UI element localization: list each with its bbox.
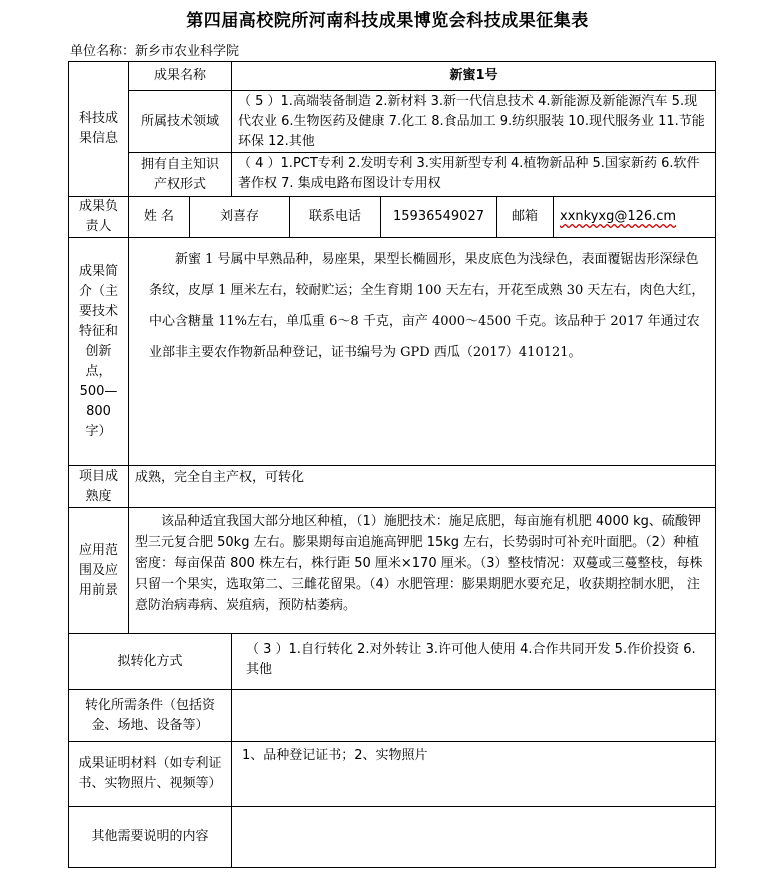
- maturity-label: 项目成熟度: [79, 468, 119, 504]
- achievement-name-value: 新蜜1号: [449, 68, 498, 83]
- transfer-label-cell: [68, 633, 232, 690]
- phone-value: 15936549027: [393, 209, 484, 224]
- other-cell: [231, 806, 716, 868]
- tech-field-cell: [231, 90, 716, 153]
- proof-cell: [231, 741, 716, 807]
- email-label: 邮箱: [511, 209, 538, 224]
- maturity-cell: [128, 465, 716, 508]
- ip-cell: [231, 152, 716, 197]
- name-label-cell: [128, 196, 190, 238]
- maturity-text: 成熟，完全自主产权，可转化: [135, 470, 305, 485]
- proof-label: 成果证明材料（如专利证书、实物照片、视频等）: [78, 756, 222, 791]
- phone-label-cell: [289, 196, 381, 238]
- email-value-cell: [553, 196, 716, 238]
- intro-cell: [128, 237, 716, 466]
- name-value-cell: [189, 196, 290, 238]
- name-label: 姓 名: [143, 209, 175, 224]
- person-section-label: 成果负责人: [79, 199, 119, 234]
- section-info-text: 科技成果信息: [78, 111, 118, 146]
- intro-label-cell: [68, 237, 129, 466]
- phone-label: 联系电话: [308, 209, 361, 224]
- other-label: 其他需要说明的内容: [91, 829, 209, 844]
- transfer-cell: [231, 633, 716, 690]
- tech-field-label-cell: [128, 90, 232, 153]
- achievement-name-value-cell: [231, 61, 716, 91]
- form-title: 第四届高校院所河南科技成果博览会科技成果征集表: [186, 11, 589, 31]
- proof-text: 1、品种登记证书；2、实物照片: [242, 748, 428, 763]
- transfer-text: （ 3 ）1.自行转化 2.对外转让 3.许可他人使用 4.合作共同开发 5.作价投资 6.其他: [246, 642, 696, 677]
- application-label-cell: [68, 507, 129, 634]
- application-cell: [128, 507, 716, 634]
- ip-label-cell: [128, 152, 232, 197]
- other-label-cell: [68, 806, 232, 868]
- application-label: 应用范围及应用前景: [78, 542, 118, 598]
- person-section-label-cell: [68, 196, 129, 238]
- email-label-cell: [496, 196, 554, 238]
- section-info-label: [68, 61, 129, 197]
- email-value: xxnkyxg@126.cm: [560, 209, 677, 224]
- conditions-label: 转化所需条件（包括资金、场地、设备等）: [84, 697, 215, 733]
- application-text: 该品种适宜我国大部分地区种植，（1）施肥技术：施足底肥，每亩施有机肥 4000 kg、硫酸钾型三元复合肥 50kg 左右。膨果期每亩追施高钾肥 15kg 左右，长势弱时可补充叶面肥。（2）种植密度：每亩保苗 800 株左右，株行距 50 厘米×170 厘米。（3）整枝情况：双蔓或三蔓整枝，每株只留一个果实，选取第二、三雌花留果。（4）水肥管理：膨果期肥水要充足，收获期控制水肥， 注意防治病毒病、炭疽病，预防枯萎病。: [135, 514, 703, 613]
- transfer-label: 拟转化方式: [117, 653, 183, 669]
- unit-name: 单位名称：新乡市农业科学院: [70, 44, 240, 59]
- phone-value-cell: [380, 196, 497, 238]
- tech-field-label: 所属技术领域: [140, 113, 219, 129]
- intro-text: 新蜜 1 号属中早熟品种，易座果，果型长椭圆形，果皮底色为浅绿色，表面覆锯齿形深绿色条纹，皮厚 1 厘米左右，较耐贮运；全生育期 100 天左右，开花至成熟 30 天左右，肉色大红，中心含糖量 11%左右，单瓜重 6～8 千克，亩产 4000～4500 千克。该品种于 2017 年通过农业部非主要农作物新品种登记，证书编号为 GPD 西瓜（2017）410121。: [149, 252, 705, 360]
- tech-field-text: （ 5 ）1.高端装备制造 2.新材料 3.新一代信息技术 4.新能源及新能源汽车 5.现代农业 6.生物医药及健康 7.化工 8.食品加工 9.纺织服装 10.现代服务业 11.节能环保 12.其他: [238, 94, 705, 149]
- achievement-name-label-cell: [128, 61, 232, 91]
- ip-label: 拥有自主知识产权形式: [140, 156, 219, 192]
- name-value: 刘喜存: [219, 209, 259, 224]
- proof-label-cell: [68, 741, 232, 807]
- maturity-label-cell: [68, 465, 129, 508]
- conditions-cell: [231, 689, 716, 742]
- conditions-label-cell: [68, 689, 232, 742]
- achievement-name-label: 成果名称: [153, 68, 206, 83]
- ip-text: （ 4 ）1.PCT专利 2.发明专利 3.实用新型专利 4.植物新品种 5.国家新药 6.软件著作权 7. 集成电路布图设计专用权: [238, 156, 700, 191]
- intro-label: 成果简介（主要技术特征和创新点，500—800字）: [79, 263, 119, 439]
